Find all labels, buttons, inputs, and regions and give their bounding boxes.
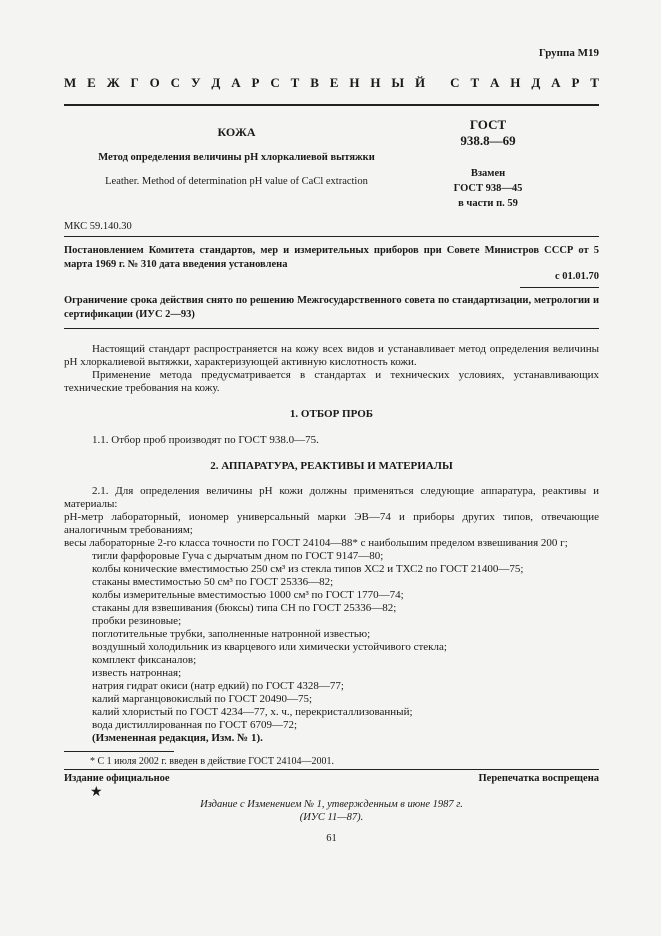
banner-letter: А	[551, 75, 561, 90]
intro-paragraph: Применение метода предусматривается в стандартах и технических условиях, устанавливающих технические требования на кожу.	[64, 369, 599, 394]
replaces-line: ГОСТ 938—45	[453, 183, 523, 194]
intro-date: с 01.01.70	[554, 271, 599, 282]
list-item: калий хлористый по ГОСТ 4234—77, х. ч., перекристаллизованный;	[92, 706, 413, 718]
edition-note	[64, 798, 599, 824]
edition-line: (ИУС 11—87).	[299, 812, 364, 823]
banner-letter: Е	[329, 75, 339, 90]
banner-letter: С	[270, 75, 280, 90]
group-label: Группа М19	[538, 47, 599, 59]
edition-line: Издание с Изменением № 1, утвержденным в июне 1987 г.	[200, 799, 463, 810]
gost-label: ГОСТ	[469, 117, 507, 132]
list-item: воздушный холодильник из кварцевого или химически устойчивого стекла;	[92, 641, 447, 653]
replaces-line: в части п. 59	[458, 198, 518, 209]
banner-letter: У	[190, 75, 201, 90]
banner-letter: М	[64, 75, 77, 90]
list-item: весы лабораторные 2-го класса точности по ГОСТ 24104—88* с наибольшим пределом взвешивания 200 г;	[64, 537, 568, 549]
page-number: 61	[326, 833, 337, 844]
limitation-text: Ограничение срока действия снято по решению Межгосударственного совета по стандартизации, метрологии и сертификации (ИУС 2—93)	[64, 295, 599, 320]
section-heading: 2. АППАРАТУРА, РЕАКТИВЫ И МАТЕРИАЛЫ	[210, 460, 453, 472]
main-text	[64, 343, 599, 745]
footnote: * С 1 июля 2002 г. введен в действие ГОСТ 24104—2001.	[90, 756, 334, 767]
banner-letter: О	[149, 75, 160, 90]
list-item: колбы измерительные вместимостью 1000 см³ по ГОСТ 1770—74;	[92, 589, 404, 601]
banner-letter: Т	[470, 75, 480, 90]
banner-letter: Ы	[391, 75, 405, 90]
banner-letter: Т	[590, 75, 599, 90]
amendment-note: (Измененная редакция, Изм. № 1).	[92, 732, 263, 744]
list-item: натрия гидрат окиси (натр едкий) по ГОСТ 4328—77;	[92, 680, 344, 692]
section-paragraph: 1.1. Отбор проб производят по ГОСТ 938.0—75.	[92, 434, 319, 446]
list-item: стаканы вместимостью 50 см³ по ГОСТ 25336—82;	[92, 576, 334, 588]
replaces-note	[430, 166, 546, 211]
list-item: вода дистиллированная по ГОСТ 6709—72;	[92, 719, 298, 731]
intro-paragraph: Настоящий стандарт распространяется на кожу всех видов и устанавливает метод определения величины pH хлоркалиевой вытяжки, характеризующей активную кислотность кожи.	[64, 343, 599, 368]
banner-letter: Н	[510, 75, 521, 90]
section-paragraph: 2.1. Для определения величины pH кожи должны применяться следующие аппаратура, реактивы и материалы:	[64, 485, 599, 510]
english-title: Leather. Method of determination pH value of CaCl extraction	[105, 176, 368, 187]
banner-letter: Е	[87, 75, 96, 90]
mks-divider	[64, 236, 599, 237]
document-title: КОЖА	[217, 125, 256, 139]
decree-text: Постановлением Комитета стандартов, мер и измерительных приборов при Совете Министров СССР от 5 марта 1969 г. № 310 дата введения установлена	[64, 245, 599, 270]
banner-letter: В	[310, 75, 319, 90]
gost-designation	[430, 117, 546, 149]
banner-letter: А	[490, 75, 500, 90]
banner-letter: Д	[211, 75, 221, 90]
header-divider	[64, 328, 599, 329]
list-item: тигли фарфоровые Гуча с дырчатым дном по ГОСТ 9147—80;	[92, 550, 384, 562]
document-subtitle: Метод определения величины pH хлоркалиевой вытяжки	[98, 152, 375, 163]
gost-number: 938.8—69	[460, 133, 516, 148]
banner-letter: Н	[370, 75, 381, 90]
banner-letter: Д	[531, 75, 541, 90]
list-item: стаканы для взвешивания (бюксы) типа СН по ГОСТ 25336—82;	[92, 602, 397, 614]
list-item: калий марганцовокислый по ГОСТ 20490—75;	[92, 693, 313, 705]
banner-letter: С	[170, 75, 181, 90]
replaces-line: Взамен	[470, 168, 506, 179]
banner-letter: Ж	[106, 75, 120, 90]
banner-divider	[64, 104, 599, 106]
list-item: комплект фиксаналов;	[92, 654, 197, 666]
list-item: колбы конические вместимостью 250 см³ из стекла типов ХС2 и ТХС2 по ГОСТ 21400—75;	[92, 563, 524, 575]
list-item: pH-метр лабораторный, иономер универсальный марки ЭВ—74 и приборы других типов, отвечающие аналогичным требованиям;	[64, 511, 599, 536]
footer-divider	[64, 769, 599, 770]
list-item: известь натронная;	[92, 667, 182, 679]
list-item: поглотительные трубки, заполненные натронной известью;	[92, 628, 371, 640]
list-item: пробки резиновые;	[92, 615, 182, 627]
date-underline	[520, 287, 599, 288]
mks-code: МКС 59.140.30	[64, 221, 132, 232]
banner-letter: С	[450, 75, 460, 90]
banner-letter: А	[231, 75, 241, 90]
footnote-divider	[64, 751, 174, 752]
star-icon: ★	[90, 785, 103, 800]
official-edition-label: Издание официальное	[64, 773, 170, 784]
reprint-prohibited-label: Перепечатка воспрещена	[478, 773, 599, 784]
banner-letter: Р	[571, 75, 580, 90]
banner-letter: Т	[290, 75, 300, 90]
banner-letter: Н	[349, 75, 360, 90]
banner-letter: Й	[415, 75, 426, 90]
banner-letter: Р	[251, 75, 260, 90]
section-heading: 1. ОТБОР ПРОБ	[289, 408, 374, 420]
interstate-standard-banner	[64, 75, 599, 91]
banner-letter: Г	[130, 75, 139, 90]
